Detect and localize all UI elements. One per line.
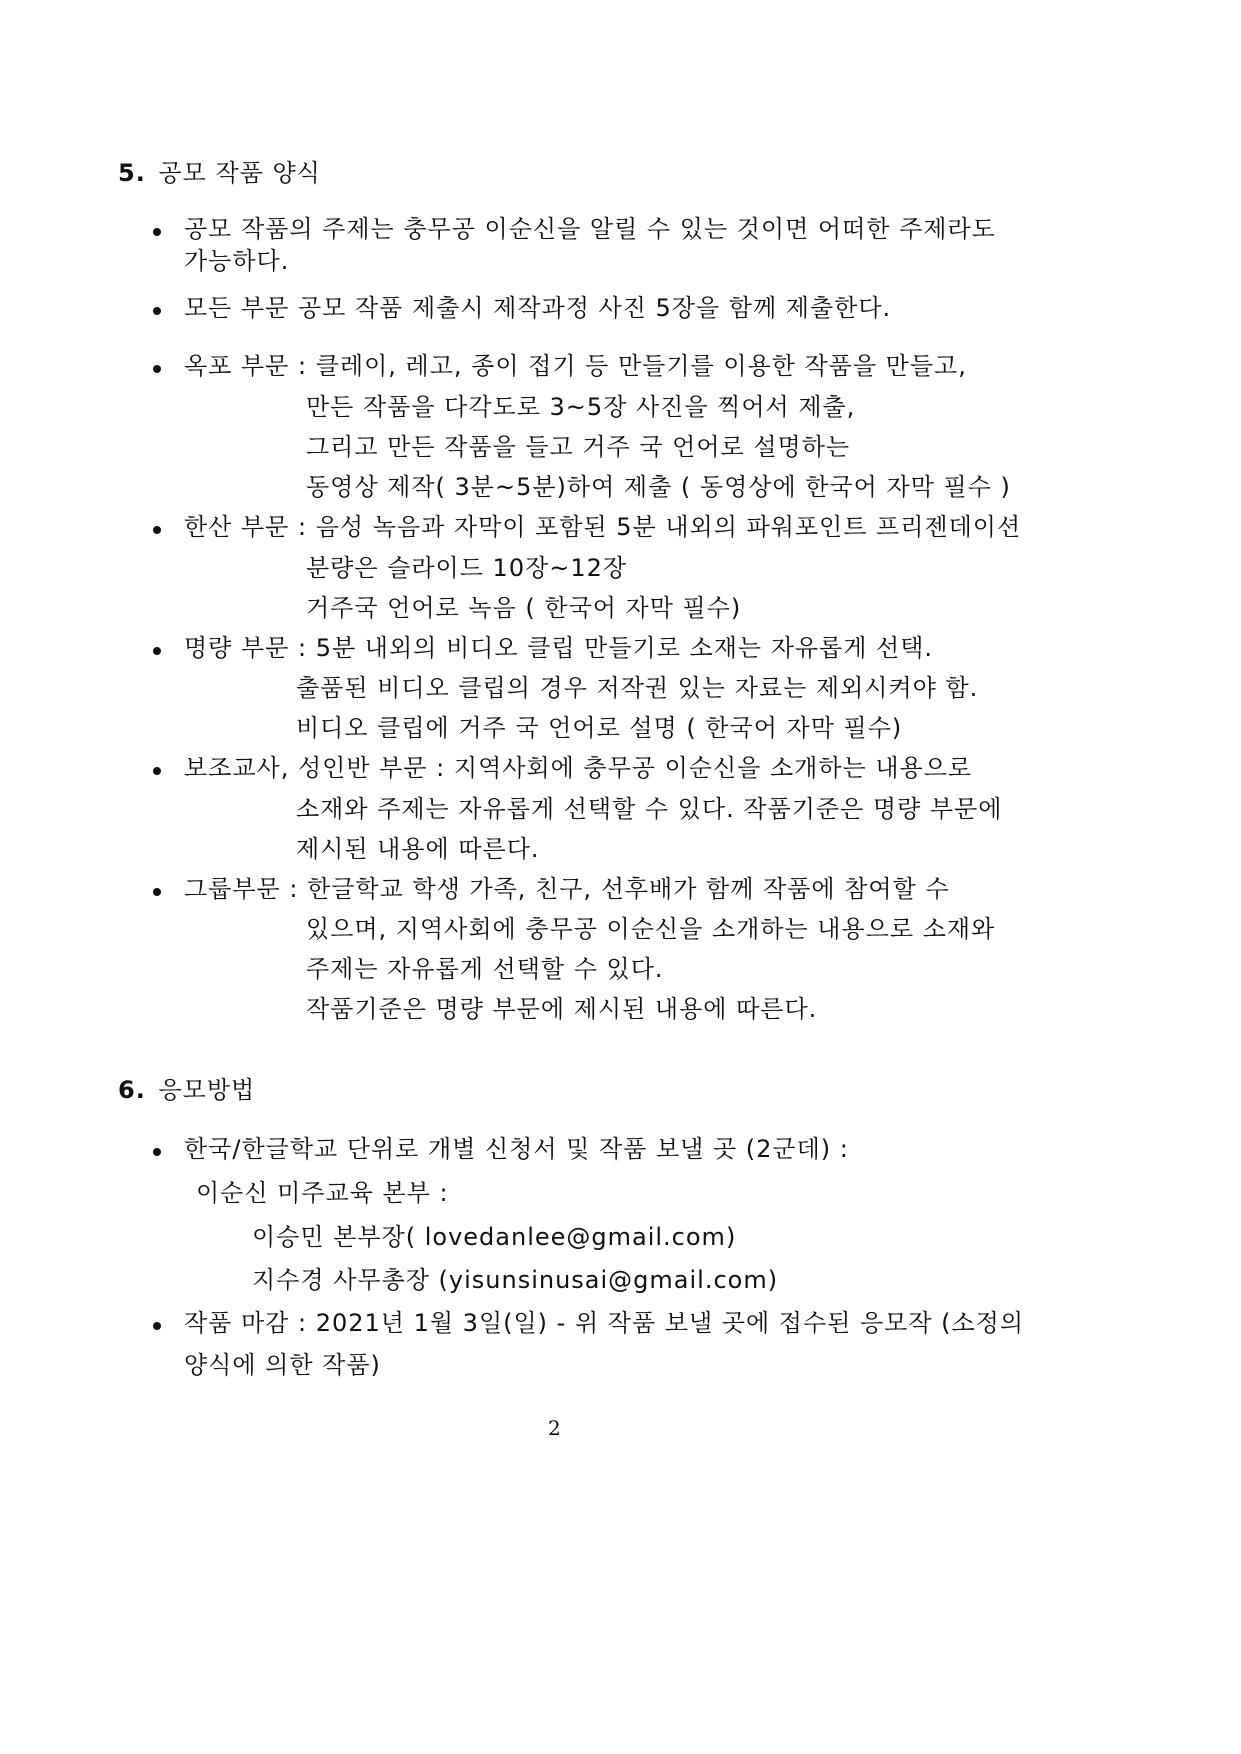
submit-contact-1: 이승민 본부장( lovedanlee@gmail.com) — [252, 1223, 737, 1251]
bullet-icon — [153, 1148, 161, 1156]
page-number: 2 — [548, 1416, 561, 1440]
item-6-line-3: 제시된 내용에 따른다. — [296, 835, 540, 863]
item-6-line-1: 보조교사, 성인반 부문 : 지역사회에 충무공 이순신을 소개하는 내용으로 — [184, 754, 973, 782]
item-5-line-3: 비디오 클립에 거주 국 언어로 설명 ( 한국어 자막 필수) — [296, 714, 903, 742]
bullet-icon — [153, 228, 161, 236]
section-6-title: 응모방법 — [158, 1076, 256, 1104]
bullet-icon — [153, 888, 161, 896]
submit-contact-2: 지수경 사무총장 (yisunsinusai@gmail.com) — [252, 1266, 779, 1294]
deadline-line-1: 작품 마감 : 2021년 1월 3일(일) - 위 작품 보낼 곳에 접수된 응모작 (소정의 — [184, 1309, 1025, 1337]
submit-org: 이순신 미주교육 본부 : — [196, 1179, 449, 1207]
bullet-icon — [153, 307, 161, 315]
item-5-line-2: 출품된 비디오 클립의 경우 저작권 있는 자료는 제외시켜야 함. — [296, 674, 979, 702]
section-6-number: 6. — [118, 1076, 146, 1104]
item-4-line-1: 한산 부문 : 음성 녹음과 자막이 포함된 5분 내외의 파워포인트 프리젠데이션 — [184, 513, 1022, 541]
bullet-icon — [153, 767, 161, 775]
bullet-icon — [153, 1322, 161, 1330]
item-2-line-1: 모든 부문 공모 작품 제출시 제작과정 사진 5장을 함께 제출한다. — [184, 294, 892, 322]
item-5-line-1: 명량 부문 : 5분 내외의 비디오 클립 만들기로 소재는 자유롭게 선택. — [184, 634, 934, 662]
item-7-line-4: 작품기준은 명량 부문에 제시된 내용에 따른다. — [306, 995, 818, 1023]
item-7-line-3: 주제는 자유롭게 선택할 수 있다. — [306, 955, 664, 983]
item-7-line-1: 그룹부문 : 한글학교 학생 가족, 친구, 선후배가 함께 작품에 참여할 수 — [184, 875, 950, 903]
item-3-line-3: 그리고 만든 작품을 들고 거주 국 언어로 설명하는 — [306, 433, 851, 461]
section-5-number: 5. — [118, 159, 146, 187]
item-1-line-1: 공모 작품의 주제는 충무공 이순신을 알릴 수 있는 것이면 어떠한 주제라도 — [184, 215, 996, 243]
item-7-line-2: 있으며, 지역사회에 충무공 이순신을 소개하는 내용으로 소재와 — [306, 915, 996, 943]
item-3-line-4: 동영상 제작( 3분~5분)하여 제출 ( 동영상에 한국어 자막 필수 ) — [306, 473, 1011, 501]
bullet-icon — [153, 365, 161, 373]
section-6-heading — [118, 1075, 255, 1105]
item-3-line-1: 옥포 부문 : 클레이, 레고, 종이 접기 등 만들기를 이용한 작품을 만들고, — [184, 352, 967, 380]
item-4-line-3: 거주국 언어로 녹음 ( 한국어 자막 필수) — [306, 594, 742, 622]
section-5-title: 공모 작품 양식 — [158, 159, 321, 187]
deadline-line-2: 양식에 의한 작품) — [184, 1351, 381, 1379]
item-3-line-2: 만든 작품을 다각도로 3~5장 사진을 찍어서 제출, — [306, 393, 856, 421]
bullet-icon — [153, 647, 161, 655]
item-6-line-2: 소재와 주제는 자유롭게 선택할 수 있다. 작품기준은 명량 부문에 — [296, 795, 1003, 823]
submit-line: 한국/한글학교 단위로 개별 신청서 및 작품 보낼 곳 (2군데) : — [184, 1135, 849, 1163]
bullet-icon — [153, 526, 161, 534]
section-5-heading — [118, 158, 321, 188]
item-1-line-2: 가능하다. — [184, 247, 290, 275]
item-4-line-2: 분량은 슬라이드 10장~12장 — [306, 554, 628, 582]
